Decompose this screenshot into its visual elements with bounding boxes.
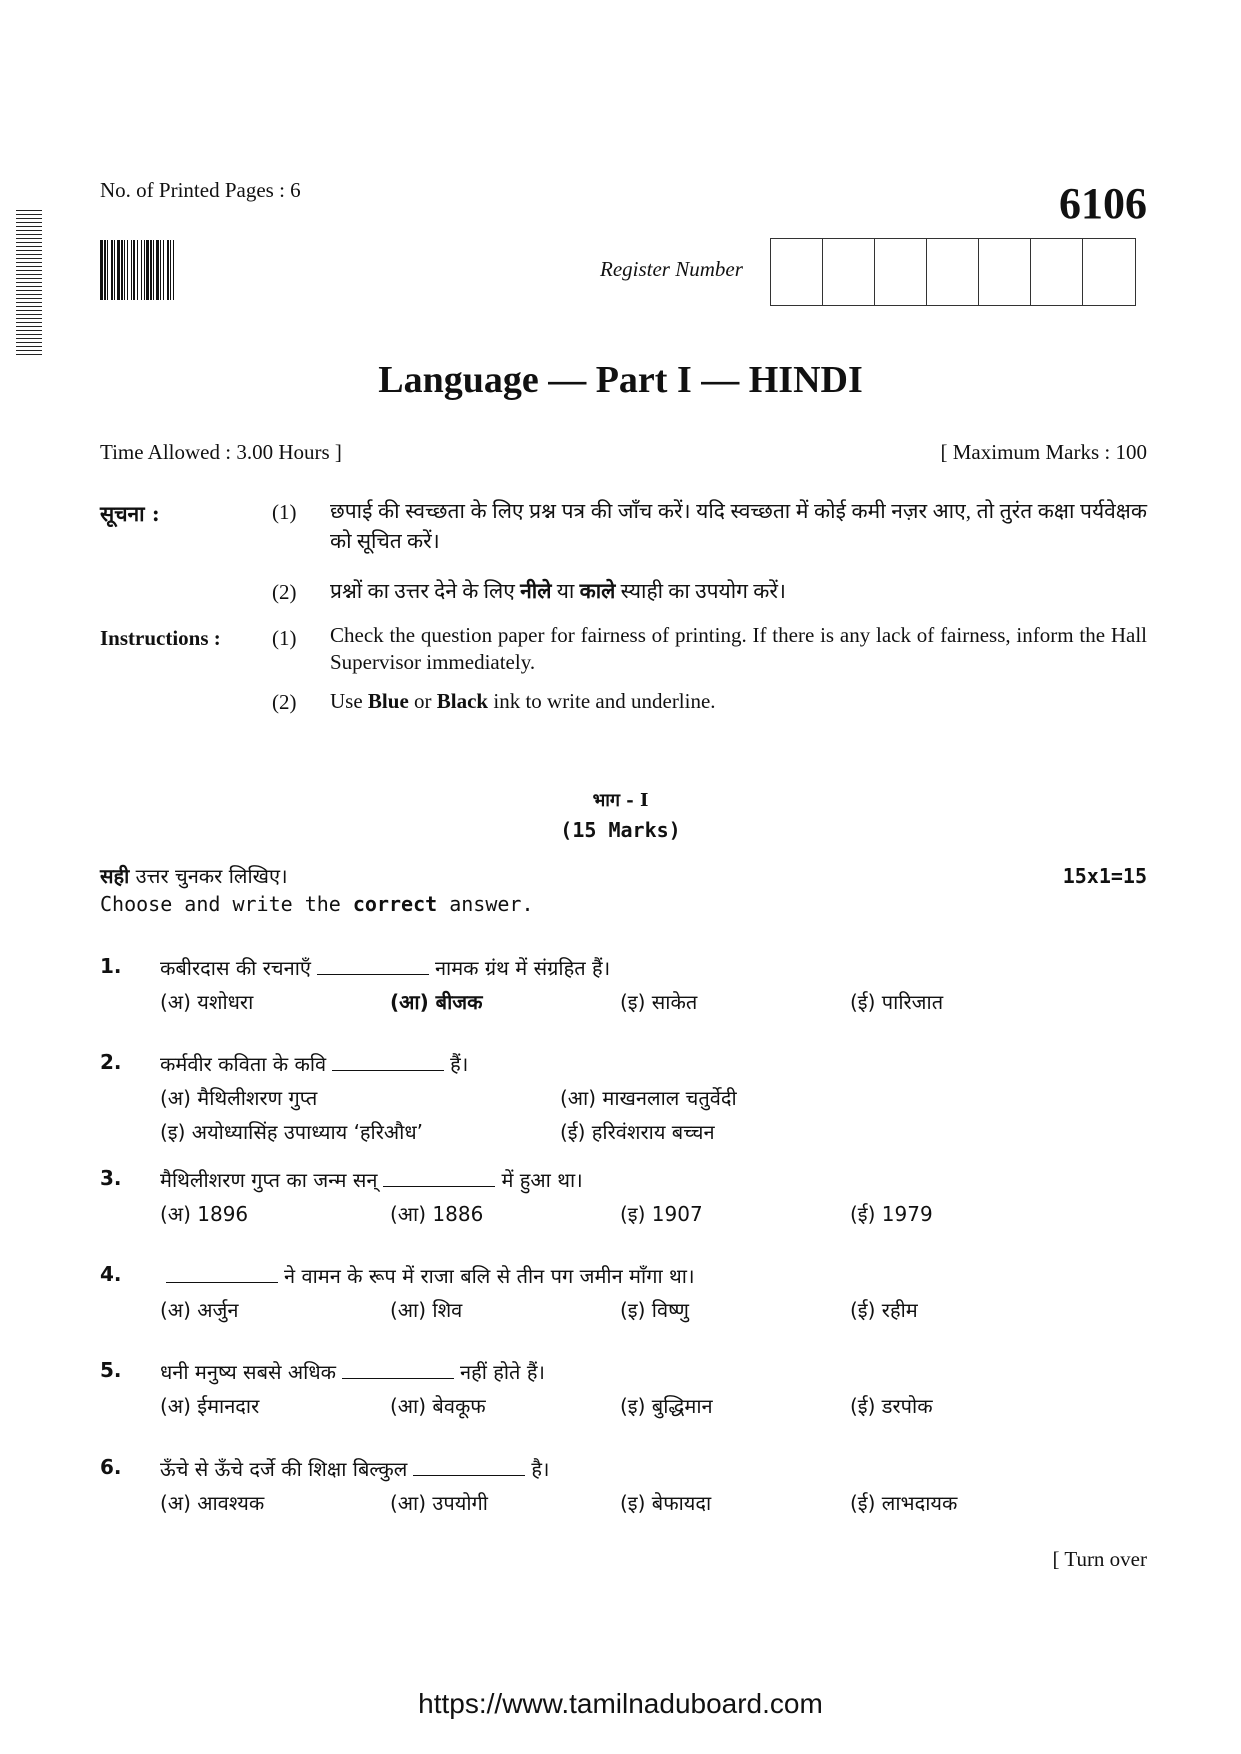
question-text-after: हैं। bbox=[450, 1052, 469, 1076]
question-text-before: कर्मवीर कविता के कवि bbox=[160, 1052, 327, 1076]
question-number: 2. bbox=[100, 1050, 122, 1074]
option-4[interactable]: (ई) हरिवंशराय बच्चन bbox=[560, 1120, 715, 1144]
instructions-label: Instructions : bbox=[100, 626, 221, 650]
option-2[interactable]: (आ) बेवकूफ bbox=[390, 1394, 486, 1418]
option-4[interactable]: (ई) पारिजात bbox=[850, 990, 944, 1014]
option-1[interactable]: (अ) ईमानदार bbox=[160, 1394, 260, 1418]
side-barcode bbox=[16, 210, 42, 356]
option-4[interactable]: (ई) रहीम bbox=[850, 1298, 918, 1322]
register-digit-box[interactable] bbox=[979, 239, 1031, 305]
option-4[interactable]: (ई) 1979 bbox=[850, 1202, 933, 1226]
section-marks: (15 Marks) bbox=[560, 818, 681, 842]
option-1[interactable]: (अ) 1896 bbox=[160, 1202, 249, 1226]
option-1[interactable]: (अ) मैथिलीशरण गुप्त bbox=[160, 1086, 318, 1110]
instructions-text-2: Use Blue or Black ink to write and underline. bbox=[330, 689, 716, 713]
suchna-label: सूचना : bbox=[100, 501, 160, 526]
answer-blank[interactable] bbox=[413, 1457, 525, 1476]
option-3[interactable]: (इ) विष्णु bbox=[620, 1298, 689, 1322]
option-3[interactable]: (इ) 1907 bbox=[620, 1202, 703, 1226]
option-3[interactable]: (इ) अयोध्यासिंह उपाध्याय ‘हरिऔध’ bbox=[160, 1120, 424, 1144]
suchna-num-2: (2) bbox=[272, 580, 297, 604]
turn-over: [ Turn over bbox=[1052, 1547, 1147, 1571]
direction-english: Choose and write the correct answer. bbox=[100, 892, 534, 916]
register-digit-box[interactable] bbox=[1031, 239, 1083, 305]
option-2[interactable]: (आ) 1886 bbox=[390, 1202, 484, 1226]
option-3[interactable]: (इ) बुद्धिमान bbox=[620, 1394, 713, 1418]
question-number: 6. bbox=[100, 1455, 122, 1479]
section-score: 15x1=15 bbox=[1062, 864, 1147, 888]
question-text-after: ने वामन के रूप में राजा बलि से तीन पग जमीन माँगा था। bbox=[284, 1264, 695, 1288]
option-3[interactable]: (इ) साकेत bbox=[620, 990, 698, 1014]
question-text-after: नहीं होते हैं। bbox=[460, 1360, 546, 1384]
suchna-num-1: (1) bbox=[272, 500, 297, 524]
question-number: 1. bbox=[100, 954, 122, 978]
paper-code: 6106 bbox=[1059, 179, 1147, 228]
register-digit-box[interactable] bbox=[927, 239, 979, 305]
option-1[interactable]: (अ) अर्जुन bbox=[160, 1298, 239, 1322]
direction-hindi: सही उत्तर चुनकर लिखिए। bbox=[100, 864, 288, 888]
question-number: 5. bbox=[100, 1358, 122, 1382]
footer-url[interactable]: https://www.tamilnaduboard.com bbox=[418, 1688, 823, 1719]
register-number-label: Register Number bbox=[600, 257, 743, 281]
printed-pages: No. of Printed Pages : 6 bbox=[100, 178, 301, 202]
question-text bbox=[160, 1050, 468, 1077]
option-2[interactable]: (आ) माखनलाल चतुर्वेदी bbox=[560, 1086, 737, 1110]
page-title: Language — Part I — HINDI bbox=[378, 359, 863, 401]
option-1[interactable]: (अ) यशोधरा bbox=[160, 990, 254, 1014]
register-digit-box[interactable] bbox=[875, 239, 927, 305]
option-4[interactable]: (ई) डरपोक bbox=[850, 1394, 933, 1418]
register-number-boxes[interactable] bbox=[770, 238, 1136, 306]
question-number: 3. bbox=[100, 1166, 122, 1190]
answer-blank[interactable] bbox=[317, 956, 429, 975]
option-2[interactable]: (आ) उपयोगी bbox=[390, 1491, 488, 1515]
option-1[interactable]: (अ) आवश्यक bbox=[160, 1491, 265, 1515]
question-number: 4. bbox=[100, 1262, 122, 1286]
question-text-before: ऊँचे से ऊँचे दर्जे की शिक्षा बिल्कुल bbox=[160, 1457, 408, 1481]
question-text bbox=[160, 1455, 550, 1482]
register-digit-box[interactable] bbox=[823, 239, 875, 305]
option-2[interactable]: (आ) बीजक bbox=[390, 990, 483, 1014]
option-4[interactable]: (ई) लाभदायक bbox=[850, 1491, 958, 1515]
question-text bbox=[160, 1166, 583, 1193]
instructions-num-1: (1) bbox=[272, 626, 297, 650]
question-text-before: मैथिलीशरण गुप्त का जन्म सन् bbox=[160, 1168, 378, 1192]
question-text bbox=[160, 1358, 545, 1385]
instructions-num-2: (2) bbox=[272, 690, 297, 714]
suchna-text-2: प्रश्नों का उत्तर देने के लिए नीले या काले स्याही का उपयोग करें। bbox=[330, 579, 786, 603]
question-text-before: कबीरदास की रचनाएँ bbox=[160, 956, 311, 980]
question-text bbox=[160, 954, 610, 981]
question-text-after: नामक ग्रंथ में संग्रहित हैं। bbox=[434, 956, 611, 980]
register-digit-box[interactable] bbox=[771, 239, 823, 305]
question-text-before: धनी मनुष्य सबसे अधिक bbox=[160, 1360, 336, 1384]
barcode bbox=[100, 240, 270, 300]
question-text-after: है। bbox=[531, 1457, 550, 1481]
question-text bbox=[160, 1262, 695, 1289]
answer-blank[interactable] bbox=[332, 1052, 444, 1071]
suchna-text-1: छपाई की स्वच्छता के लिए प्रश्न पत्र की जाँच करें। यदि स्वच्छता में कोई कमी नज़र आए, तो तुरंत कक्षा पर्यवेक्षक को सूचित करें। bbox=[330, 499, 1147, 553]
option-3[interactable]: (इ) बेफायदा bbox=[620, 1491, 712, 1515]
section-name: भाग - I bbox=[592, 790, 649, 811]
question-text-after: में हुआ था। bbox=[501, 1168, 583, 1192]
answer-blank[interactable] bbox=[383, 1168, 495, 1187]
time-allowed: Time Allowed : 3.00 Hours ] bbox=[100, 440, 342, 464]
maximum-marks: [ Maximum Marks : 100 bbox=[940, 440, 1147, 464]
instructions-text-1: Check the question paper for fairness of printing. If there is any lack of fairness, inform the Hall Supervisor immediately. bbox=[330, 623, 1147, 674]
answer-blank[interactable] bbox=[166, 1264, 278, 1283]
option-2[interactable]: (आ) शिव bbox=[390, 1298, 463, 1322]
register-digit-box[interactable] bbox=[1083, 239, 1135, 305]
answer-blank[interactable] bbox=[342, 1360, 454, 1379]
